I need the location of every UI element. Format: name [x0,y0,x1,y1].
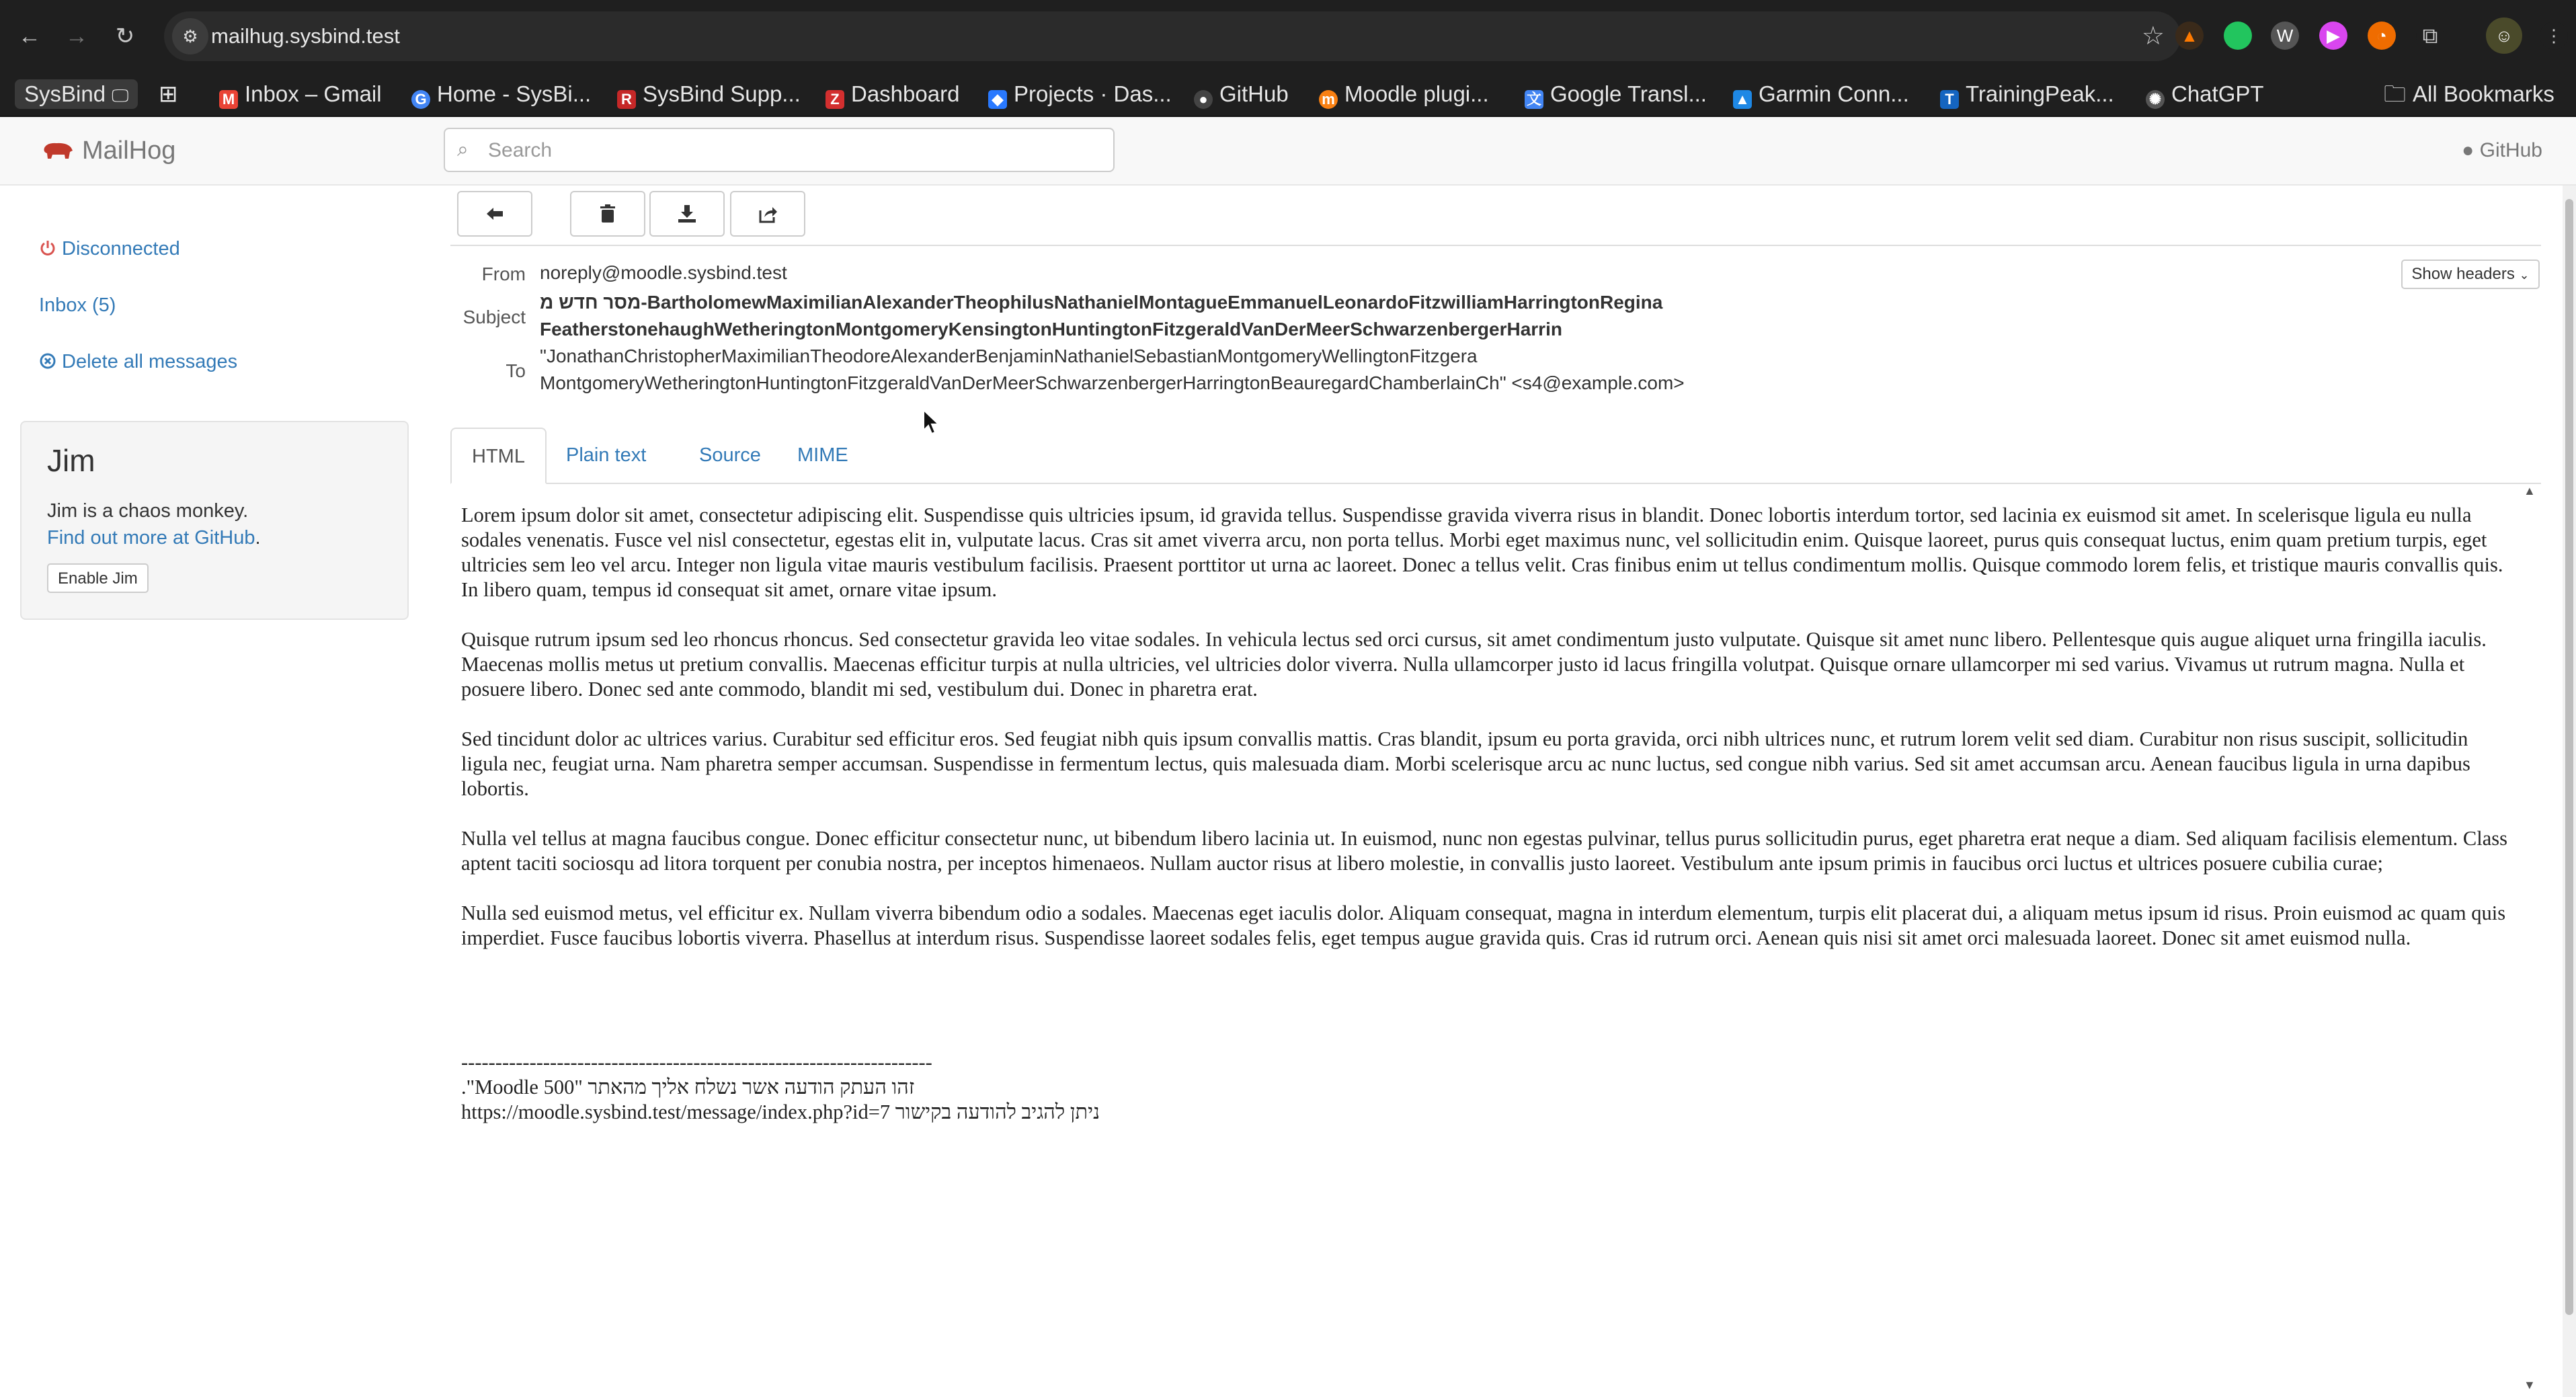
subject-label: Subject [462,307,526,327]
jim-more-suffix: . [255,527,261,549]
jim-github-link[interactable]: Find out more at GitHub [47,527,255,549]
inbox-link[interactable] [39,294,116,317]
extension-w-icon[interactable]: W [2271,22,2299,50]
show-headers-button[interactable] [2401,260,2540,289]
to-value-line2: MontgomeryWetheringtonHuntingtonFitzgeraldVanDerMeerSchwarzenbergerHarringtonBeauregardChamberlainCh" <s4@example.com> [540,372,1685,393]
bookmark-projects[interactable] [988,79,1172,109]
mailhog-navbar [0,117,2576,186]
bookmark-label: ChatGPT [2171,81,2264,106]
extension-video-icon[interactable]: ▶ [2319,22,2347,50]
tab-html[interactable]: HTML [450,428,547,484]
bookmark-label: GitHub [1219,81,1289,106]
connection-status-label: Disconnected [62,238,180,260]
bookmark-chatgpt[interactable] [2146,79,2264,109]
bookmark-github[interactable] [1194,79,1289,109]
body-paragraph: Lorem ipsum dolor sit amet, consectetur adipiscing elit. Suspendisse quis ultricies ipsum, id gravida tellus. Suspendisse gravida viverra risus in blandit. Donec lobortis interdum tortor, sed lacinia ex euismod sit amet. In scelerisque ligula eu nulla sodales venenatis. Fusce vel nisl consectetur, egestas elit in, vulputate lacus. Cras sit amet viverra arcu, non porta tellus. Morbi eget maximus nunc, vel sollicitudin enim. Quisque laoreet, purus quis consequat luctus, enim quam pretium turpis, eget ultricies sem leo vel arcu. Integer non ligula vitae mauris vestibulum facilisis. Praesent porttitor ut urna ac laoreet. Donec a tellus velit. Cras finibus enim ut tellus condimentum mollis. Quisque commodo lorem felis, et tristique mauris convallis quis. In libero quam, tempus id consequat sit amet, ornare vitae ipsum. [461,504,2503,601]
download-icon [677,204,697,224]
bookmark-star-icon[interactable]: ☆ [2141,22,2165,50]
url-text: mailhug.sysbind.test [211,24,400,48]
body-paragraph: Sed tincidunt dolor ac ultrices varius. Curabitur sed efficitur eros. Sed feugiat nibh quis ipsum convallis mattis. Cras blandit, ipsum eu porta gravida, orci nibh ultrices nunc, et rutrum lorem velit sed diam. Curabitur non risus suscipit, sollicitudin ligula nec, feugiat urna. Nam pharetra semper accumsan. Suspendisse in fermentum lectus, quis malesuada diam. Morbi scelerisque arcu ac nunc luctus, sed congue nibh varius. Sed sit amet accumsan arcu. Aenean faucibus ligula in urna dapibus lobortis. [461,727,2470,800]
bookmark-label: Projects · Das... [1014,81,1172,106]
extensions-puzzle-icon[interactable]: ⧉ [2416,22,2444,50]
all-bookmarks-folder[interactable] [2384,79,2554,109]
release-message-button[interactable] [730,191,805,237]
search-input[interactable] [487,133,1094,168]
message-signature [461,1050,1100,1125]
extension-pie-icon[interactable]: ◔ [2368,22,2396,50]
body-paragraph: Quisque rutrum ipsum sed leo rhoncus rhoncus. Sed consectetur gravida leo vitae sodales. In vehicula lectus sed orci cursus, sit amet condimentum justo vulputate. Quisque sit amet nunc libero. Pellentesque quis augue aliquet urna fringilla iaculis. Maecenas mollis metus ut pretium convallis. Maecenas efficitur turpis at nulla ultricies, vel ultricies dolor viverra. Nulla ullamcorper justo id lacus fringilla volutpat. Quisque ornare ullamcorper mi sed varius. Vivamus ut rutrum magna. Nulla et posuere libero. Donec sed ante commodo, blandit mi sed, vestibulum dui. Donec in pharetra erat. [461,628,2487,701]
signature-line2: ניתן להגיב להודעה בקישור https://moodle.sysbind.test/message/index.php?id=7 [461,1101,1100,1123]
to-value-line1: "JonathanChristopherMaximilianTheodoreAlexanderBenjaminNathanielSebastianMontgomeryWellingtonFitzgera [540,346,1478,366]
arrow-left-icon [485,204,505,224]
google-icon: G [411,90,430,109]
bookmark-google-translate[interactable] [1525,79,1707,109]
zendesk-icon: Z [826,90,844,109]
delete-all-label: Delete all messages [62,351,238,372]
remove-circle-icon [39,352,56,370]
browser-menu-icon[interactable]: ⋮ [2540,22,2568,50]
bookmark-home-sysbind[interactable] [411,79,591,109]
apps-grid-icon[interactable]: ⊞ [159,81,178,107]
all-bookmarks-label: All Bookmarks [2413,81,2554,106]
github-link[interactable] [2462,117,2542,184]
chatgpt-icon: ✺ [2146,90,2165,109]
extension-green-dot-icon[interactable] [2224,22,2252,50]
subject-value-line2: FeatherstonehaughWetheringtonMontgomeryKensingtonHuntingtonFitzgeraldVanDerMeerSchwarzenbergerHarrin [540,319,1562,340]
bookmark-gmail[interactable] [219,79,382,109]
browser-toolbar [0,0,2576,73]
forward-icon[interactable]: → [65,24,88,49]
body-scroll-down-arrow[interactable]: ▼ [2524,1378,2536,1392]
tab-source[interactable]: Source [699,444,761,466]
bookmark-sysbind-support[interactable] [617,79,801,109]
bookmark-label: TrainingPeak... [1966,81,2114,106]
monitor-icon: 🖵 [112,85,129,106]
bookmark-label: Moodle plugi... [1344,81,1489,106]
site-info-icon[interactable]: ⚙ [172,18,208,54]
message-body [461,503,2511,975]
trainingpeaks-icon: T [1940,90,1959,109]
back-icon[interactable]: ← [18,24,41,49]
bookmark-sysbind[interactable] [15,79,138,109]
bookmarks-bar [0,73,2576,117]
translate-icon: 文 [1525,90,1543,109]
brand-label: MailHog [82,136,176,165]
chevron-down-icon: ⌄ [2519,268,2530,282]
bookmark-label: Dashboard [851,81,960,106]
extension-flame-icon[interactable]: ▲ [2175,22,2204,50]
show-headers-label: Show headers [2411,265,2515,283]
signature-line1: זהו העתק הודעה אשר נשלח אליך מהאתר "Moodle 500". [461,1076,915,1099]
github-icon: ● [1194,90,1213,109]
projects-icon: ◆ [988,90,1007,109]
reload-icon[interactable]: ↻ [115,24,135,49]
redmine-icon: R [617,90,636,109]
github-icon: ● [2462,139,2474,161]
from-label: From [481,264,526,284]
address-bar[interactable] [164,11,2181,61]
mouse-pointer-icon [922,409,940,436]
body-scroll-up-arrow[interactable]: ▲ [2524,484,2536,497]
profile-avatar[interactable]: ☺ [2486,17,2522,54]
connection-status-link[interactable] [39,238,180,260]
download-message-button[interactable] [649,191,725,237]
inbox-label: Inbox (5) [39,294,116,316]
toolbar-divider [450,245,2541,246]
share-icon [758,204,778,224]
subject-value-line1: מסר חדש מ-BartholomewMaximilianAlexanderTheophilusNathanielMontagueEmmanuelLeonardoFitzwilliamHarringtonRegina [540,292,1663,313]
jim-description: Jim is a chaos monkey. [47,500,249,522]
bookmark-moodle-plugins[interactable] [1319,79,1489,109]
folder-icon: 🗀 [2384,81,2406,106]
github-label: GitHub [2479,139,2542,161]
from-value: noreply@moodle.sysbind.test [540,262,787,283]
search-box[interactable] [444,128,1115,172]
garmin-icon: ▲ [1733,90,1752,109]
bookmark-label: Garmin Conn... [1759,81,1909,106]
signature-rule: --------------------------------------------------------------------- [461,1051,932,1074]
jim-more-info [47,527,261,549]
search-icon: ⌕ [457,138,469,161]
body-paragraph: Nulla sed euismod metus, vel efficitur ex. Nullam viverra bibendum odio a sodales. Maecenas eget iaculis dolor. Aliquam consequat, magna in interdum elementum, turpis elit placerat dui, a aliquam metus ipsum id risus. Proin euismod ac quam quis imperdiet. Fusce faucibus lobortis viverra. Phasellus at interdum risus. Suspendisse laoreet sodales felis, eget tempus augue gravida quis. Cras id rutrum orci. Aenean quis nisi sit amet orci malesuada laoreet. Donec sit amet euismod nulla. [461,902,2506,949]
tab-plain-text[interactable]: Plain text [566,444,647,466]
bookmark-label: SysBind [24,81,106,106]
bookmark-trainingpeaks[interactable] [1940,79,2114,109]
gmail-icon: M [219,90,238,109]
delete-message-button[interactable] [570,191,645,237]
trash-icon [598,204,618,224]
moodle-icon: m [1319,90,1338,109]
bookmark-label: Home - SysBi... [437,81,592,106]
pig-logo-icon [42,141,74,161]
tab-mime[interactable]: MIME [797,444,848,466]
to-label: To [506,360,526,381]
mailhog-brand[interactable] [42,117,175,184]
enable-jim-button[interactable]: Enable Jim [47,563,149,593]
bookmark-label: Google Transl... [1550,81,1707,106]
delete-all-messages-link[interactable] [39,351,237,373]
back-to-inbox-button[interactable] [457,191,532,237]
body-paragraph: Nulla vel tellus at magna faucibus congue. Donec efficitur consectetur nunc, ut bibendum libero lacinia ut. In euismod, nunc non egestas pulvinar, tellus purus sollicitudin purus, eget pharetra erat neque a diam. Sed aliquam facilisis elementum. Class aptent taciti sociosqu ad litora torquent per conubia nostra, per inceptos himenaeos. Nullam auctor risus at libero molestie, in convallis justo laoreet. Vestibulum ante ipsum primis in faucibus orci luctus et ultrices posuere cubilia curae; [461,827,2507,875]
page-scrollbar-thumb[interactable] [2565,199,2573,1315]
jim-title: Jim [47,443,95,478]
bookmark-label: SysBind Supp... [643,81,801,106]
page-scrollbar[interactable] [2563,186,2576,1397]
jim-panel [20,421,409,620]
bookmark-label: Inbox – Gmail [245,81,382,106]
message-tabs [450,428,2541,484]
bookmark-dashboard[interactable] [826,79,959,109]
power-icon [39,239,56,257]
bookmark-garmin[interactable] [1733,79,1909,109]
